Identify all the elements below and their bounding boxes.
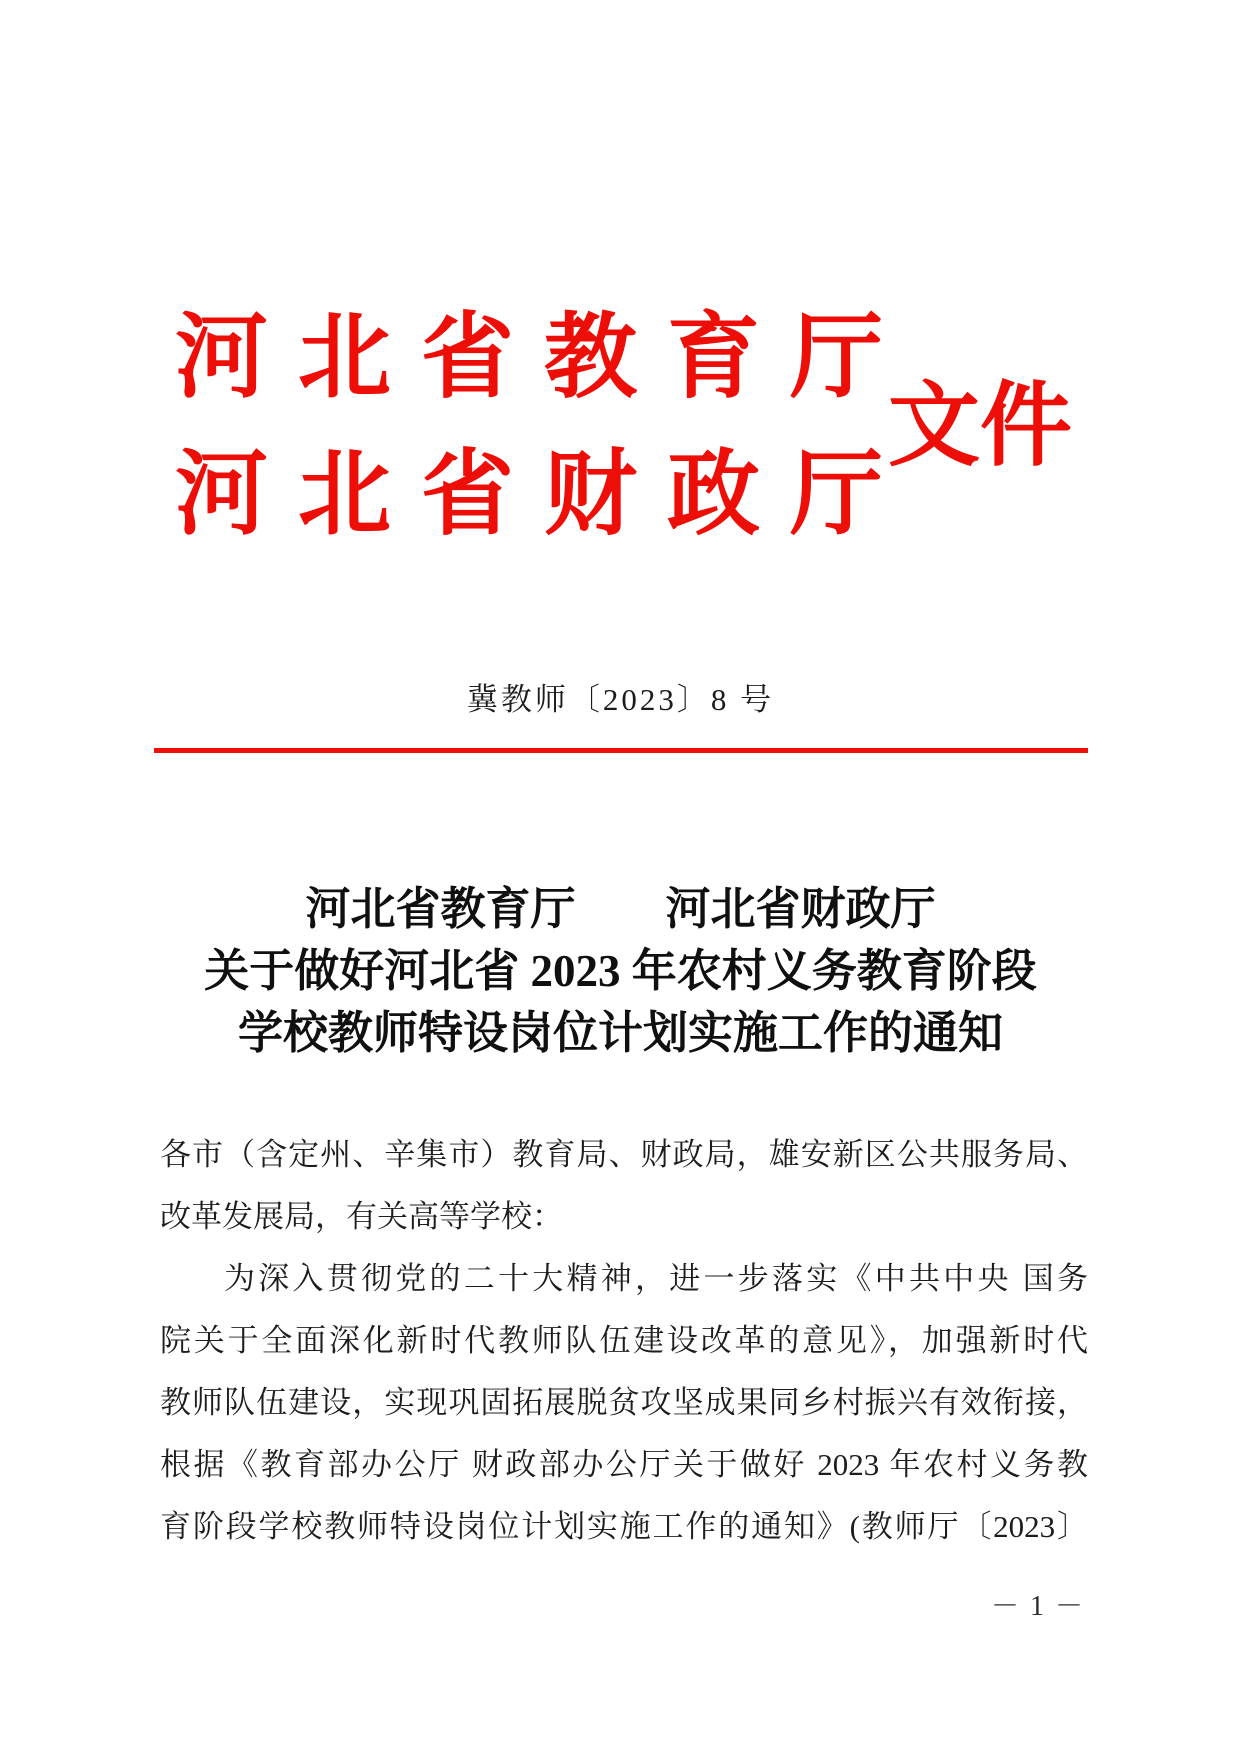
body-paragraph-2-line-1: 为深入贯彻党的二十大精神，进一步落实《中共中央 国务 <box>224 1261 1088 1296</box>
body-paragraph-1-line-1: 各市（含定州、辛集市）教育局、财政局，雄安新区公共服务局、 <box>160 1137 1088 1172</box>
red-letterhead <box>175 307 913 547</box>
agency-name-line-2: 河北省财政厅 <box>175 444 913 547</box>
red-divider-line <box>154 748 1088 753</box>
body-paragraph-1-line-2: 改革发展局，有关高等学校： <box>160 1199 563 1234</box>
document-number: 冀教师〔2023〕8 号 <box>466 682 775 717</box>
body-paragraph-2-line-5: 育阶段学校教师特设岗位计划实施工作的通知》(教师厅〔2023〕 <box>160 1509 1088 1544</box>
document-title <box>0 878 1241 1064</box>
body-paragraph-2-line-4: 根据《教育部办公厅 财政部办公厅关于做好 2023 年农村义务教 <box>160 1447 1088 1482</box>
document-title-line-2: 关于做好河北省 2023 年农村义务教育阶段 <box>204 946 1037 996</box>
document-title-line-1: 河北省教育厅 河北省财政厅 <box>305 884 936 934</box>
document-title-line-3: 学校教师特设岗位计划实施工作的通知 <box>237 1008 1003 1058</box>
doc-type-label: 文件 <box>888 375 1073 477</box>
page-number: － 1 － <box>990 1591 1085 1622</box>
body-paragraph-2-line-2: 院关于全面深化新时代教师队伍建设改革的意见》，加强新时代 <box>160 1323 1088 1358</box>
body-paragraph-2-line-3: 教师队伍建设，实现巩固拓展脱贫攻坚成果同乡村振兴有效衔接， <box>160 1385 1088 1420</box>
document-body <box>160 1124 1088 1558</box>
agency-name-line-1: 河北省教育厅 <box>175 307 913 410</box>
